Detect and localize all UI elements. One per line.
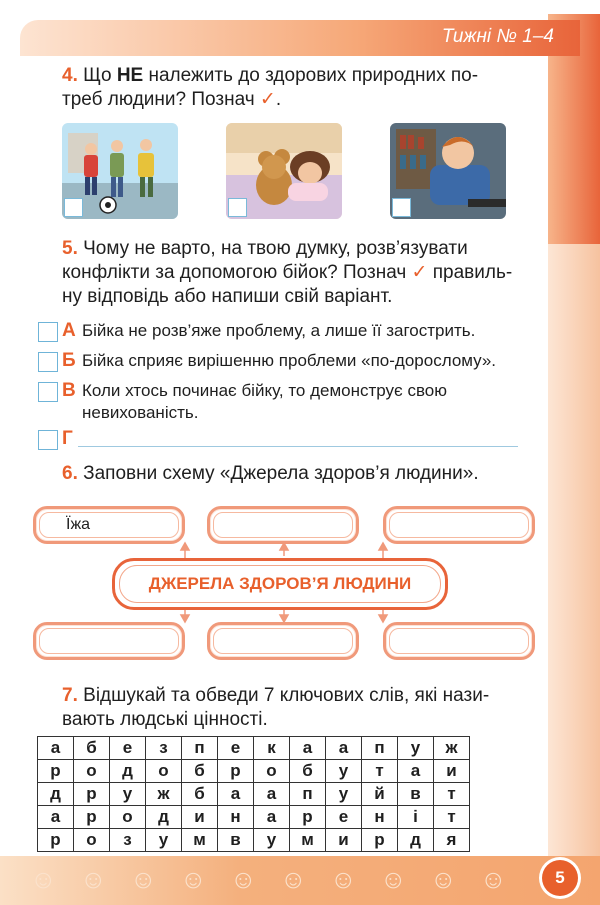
child-icon: ☺ (480, 864, 507, 894)
grid-cell[interactable]: р (290, 806, 326, 829)
scheme-center (112, 558, 448, 610)
child-icon: ☺ (280, 864, 307, 894)
child-icon: ☺ (180, 864, 207, 894)
grid-cell[interactable]: б (182, 783, 218, 806)
q5-number: 5. (62, 238, 78, 259)
q7-line2 (62, 708, 268, 732)
grid-cell[interactable]: а (326, 737, 362, 760)
grid-cell[interactable]: а (254, 806, 290, 829)
scheme-box-4-text (39, 628, 179, 654)
child-icon: ☺ (430, 864, 457, 894)
q7-line1 (62, 684, 489, 708)
grid-cell[interactable]: у (254, 829, 290, 852)
child-icon: ☺ (380, 864, 407, 894)
grid-cell[interactable]: д (38, 783, 74, 806)
q4-text-b: належить до здорових природних по- (148, 65, 479, 86)
option-b-letter: Б (62, 350, 76, 371)
grid-cell[interactable]: в (398, 783, 434, 806)
grid-cell[interactable]: н (362, 806, 398, 829)
grid-row (38, 783, 470, 806)
page-number: 5 (542, 860, 578, 896)
grid-row (38, 829, 470, 852)
scheme-box-5[interactable] (207, 622, 359, 660)
child-icon: ☺ (80, 864, 107, 894)
grid-cell[interactable]: е (326, 806, 362, 829)
q4-text-a: Що (83, 65, 112, 86)
option-c-text: Коли хтось починає бійку, то демонструє свою (82, 381, 447, 400)
grid-cell[interactable]: о (110, 806, 146, 829)
grid-cell[interactable]: т (362, 760, 398, 783)
grid-cell[interactable]: у (326, 783, 362, 806)
grid-cell[interactable]: р (38, 760, 74, 783)
q4-end: . (275, 89, 282, 110)
grid-cell[interactable]: д (110, 760, 146, 783)
child-icon: ☺ (30, 864, 57, 894)
grid-cell[interactable]: е (218, 737, 254, 760)
option-b-text: Бійка сприяє вирішенню проблеми «по-дорослому». (82, 351, 497, 370)
q4-number: 4. (62, 65, 78, 86)
grid-cell[interactable]: б (182, 760, 218, 783)
check-icon: ✓ (259, 89, 276, 110)
q5-line2b-text: правиль- (432, 262, 513, 283)
grid-cell[interactable]: б (290, 760, 326, 783)
option-c-text2: невихованість. (82, 403, 199, 422)
q4-line2-text: треб людини? Познач (62, 89, 255, 110)
grid-cell[interactable]: и (434, 760, 470, 783)
grid-cell[interactable]: и (326, 829, 362, 852)
footer (0, 856, 600, 905)
child-icon: ☺ (330, 864, 357, 894)
grid-cell[interactable]: я (434, 829, 470, 852)
grid-cell[interactable]: а (290, 737, 326, 760)
grid-cell[interactable]: м (182, 829, 218, 852)
grid-cell[interactable]: т (434, 783, 470, 806)
grid-cell[interactable]: р (74, 806, 110, 829)
grid-cell[interactable]: і (398, 806, 434, 829)
grid-row (38, 760, 470, 783)
grid-cell[interactable]: о (74, 760, 110, 783)
scheme-box-6[interactable] (383, 622, 535, 660)
grid-cell[interactable]: м (290, 829, 326, 852)
grid-cell[interactable]: е (110, 737, 146, 760)
word-search-grid (37, 736, 470, 852)
q7-number: 7. (62, 685, 78, 706)
grid-cell[interactable]: а (218, 783, 254, 806)
option-d-letter: Г (62, 428, 73, 449)
grid-cell[interactable]: р (362, 829, 398, 852)
grid-cell[interactable]: п (182, 737, 218, 760)
grid-cell[interactable]: п (362, 737, 398, 760)
q5-line1-text: Чому не варто, на твою думку, розв’язувати (83, 238, 468, 259)
grid-cell[interactable]: з (146, 737, 182, 760)
grid-cell[interactable]: ж (146, 783, 182, 806)
scheme-box-4[interactable] (33, 622, 185, 660)
q5-line3-text: ну відповідь або напиши свій варіант. (62, 286, 393, 307)
grid-cell[interactable]: у (146, 829, 182, 852)
grid-cell[interactable]: з (110, 829, 146, 852)
grid-cell[interactable]: о (146, 760, 182, 783)
grid-cell[interactable]: а (38, 806, 74, 829)
grid-cell[interactable]: д (146, 806, 182, 829)
scheme-box-2-text (213, 512, 353, 538)
grid-cell[interactable]: а (38, 737, 74, 760)
grid-cell[interactable]: т (434, 806, 470, 829)
grid-cell[interactable]: й (362, 783, 398, 806)
q6-number: 6. (62, 463, 78, 484)
scheme-box-6-text (389, 628, 529, 654)
grid-cell[interactable]: у (110, 783, 146, 806)
q7-line1-text: Відшукай та обведи 7 ключових слів, які нази- (83, 685, 490, 706)
grid-cell[interactable]: к (254, 737, 290, 760)
scheme-center-title: ДЖЕРЕЛА ЗДОРОВ’Я ЛЮДИНИ (119, 565, 441, 603)
child-icon: ☺ (230, 864, 257, 894)
grid-cell[interactable]: и (182, 806, 218, 829)
option-a-text: Бійка не розв’яже проблему, а лише її загострить. (82, 321, 476, 340)
grid-cell[interactable]: р (218, 760, 254, 783)
grid-cell[interactable]: ж (434, 737, 470, 760)
q5-line2-text: конфлікти за допомогою бійок? Познач (62, 262, 407, 283)
grid-row (38, 806, 470, 829)
q7-line2-text: вають людські цінності. (62, 709, 268, 730)
scheme-box-1-text: Їжа (39, 512, 179, 538)
grid-cell[interactable]: у (326, 760, 362, 783)
grid-cell[interactable]: о (254, 760, 290, 783)
grid-cell[interactable]: р (74, 783, 110, 806)
scheme-box-1[interactable] (33, 506, 185, 544)
scheme-box-5-text (213, 628, 353, 654)
grid-cell[interactable]: н (218, 806, 254, 829)
header-title: Тижні № 1–4 (441, 26, 554, 47)
scheme-box-3[interactable] (383, 506, 535, 544)
grid-cell[interactable]: б (74, 737, 110, 760)
grid-cell[interactable]: о (74, 829, 110, 852)
scheme-box-2[interactable] (207, 506, 359, 544)
scheme-box-3-text (389, 512, 529, 538)
grid-cell[interactable]: у (398, 737, 434, 760)
q6-text: Заповни схему «Джерела здоров’я людини». (83, 463, 479, 484)
check-icon: ✓ (411, 262, 428, 283)
grid-cell[interactable]: д (398, 829, 434, 852)
grid-cell[interactable]: п (290, 783, 326, 806)
grid-cell[interactable]: р (38, 829, 74, 852)
grid-row (38, 737, 470, 760)
grid-cell[interactable]: в (218, 829, 254, 852)
option-c-letter: В (62, 380, 76, 401)
q4-text-bold: НЕ (116, 65, 144, 86)
child-icon: ☺ (130, 864, 157, 894)
grid-cell[interactable]: а (254, 783, 290, 806)
grid-cell[interactable]: а (398, 760, 434, 783)
option-a-letter: А (62, 320, 76, 341)
